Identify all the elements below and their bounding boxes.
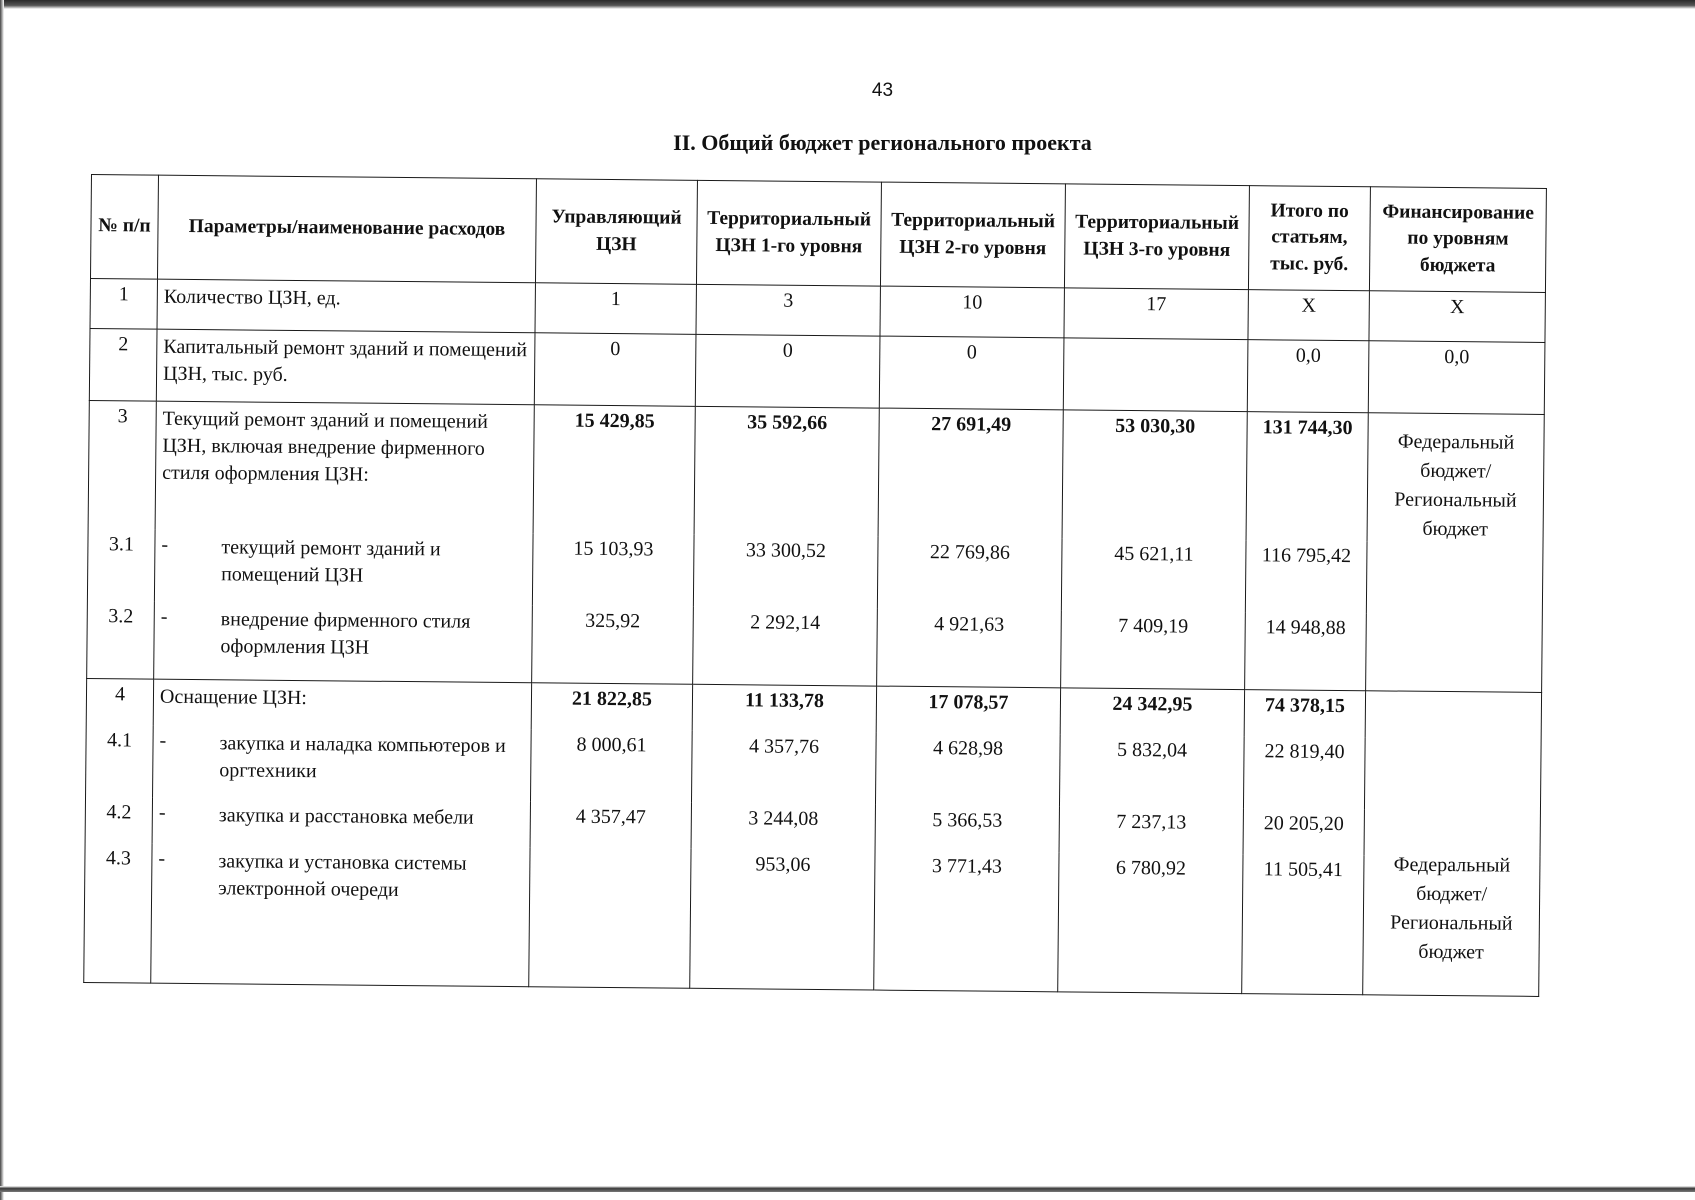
row-name-cell: [154, 529, 533, 605]
header-managing: Управляющий ЦЗН: [535, 179, 697, 285]
row-num: 4.2: [85, 796, 152, 843]
row-num: 3.2: [87, 600, 155, 679]
budget-table: [83, 174, 1547, 997]
cell-level1: 33 300,52: [693, 534, 878, 608]
cell-level3: 6 780,92: [1058, 852, 1243, 994]
table-row: [87, 528, 1543, 614]
subitem-dash: -: [158, 801, 166, 824]
cell-financing: 0,0: [1368, 341, 1545, 415]
table-row: [84, 842, 1540, 996]
table-row: [89, 328, 1545, 414]
cell-level1: 3: [696, 284, 880, 336]
cell-level1: 3 244,08: [691, 802, 875, 850]
cell-managing: [529, 847, 691, 989]
header-level2: Территориальный ЦЗН 2-го уровня: [880, 182, 1065, 288]
subitem-dash: -: [158, 847, 166, 870]
scan-edge-top: [0, 0, 1695, 9]
row-name-cell: [154, 601, 533, 683]
row-name: закупка и расстановка мебели: [218, 803, 474, 829]
header-row: [90, 175, 1546, 293]
cell-level1: 953,06: [690, 848, 875, 990]
row-name: внедрение фирменного стиля оформления ЦЗН: [220, 607, 471, 659]
cell-level3: 7 237,13: [1059, 806, 1243, 854]
row-name: закупка и установка системы электронной очереди: [218, 849, 467, 901]
header-name: Параметры/наименование расходов: [157, 175, 536, 283]
header-level3: Территориальный ЦЗН 3-го уровня: [1064, 184, 1249, 290]
header-num: № п/п: [90, 175, 158, 280]
subitem-dash: -: [159, 729, 167, 752]
subitem: [159, 729, 525, 787]
cell-level2: 27 691,49: [878, 408, 1063, 538]
subitem: [159, 801, 524, 832]
row-num: 3: [88, 400, 156, 529]
cell-level2: 4 628,98: [875, 732, 1060, 806]
cell-total: 131 744,30: [1246, 412, 1368, 541]
cell-managing: 21 822,85: [531, 683, 692, 731]
row-name: Количество ЦЗН, ед.: [157, 279, 535, 333]
cell-level2: 5 366,53: [875, 804, 1059, 852]
cell-total: 11 505,41: [1242, 854, 1364, 995]
cell-managing: 15 429,85: [533, 405, 695, 535]
row-name-cell: [153, 725, 532, 801]
scan-edge-left: [0, 0, 4, 1200]
cell-level2: 10: [880, 286, 1064, 338]
cell-level2: 4 921,63: [877, 608, 1062, 688]
cell-total: 14 948,88: [1245, 612, 1367, 691]
cell-level2: 0: [879, 336, 1064, 410]
subitem: [160, 605, 526, 663]
row-name-cell: [151, 843, 530, 987]
cell-managing: 1: [535, 283, 696, 335]
row-num: 1: [90, 279, 157, 330]
cell-level1: 0: [695, 334, 880, 408]
cell-level1: 4 357,76: [691, 730, 876, 804]
cell-financing: Федеральный бюджет/ Региональный бюджет: [1366, 413, 1545, 693]
row-num: 4: [86, 678, 153, 725]
cell-managing: 4 357,47: [530, 801, 691, 849]
table-row: [88, 400, 1544, 542]
row-num: 3.1: [87, 528, 155, 601]
subitem: [161, 533, 527, 591]
cell-level1: 2 292,14: [693, 606, 878, 686]
cell-level1: 11 133,78: [692, 684, 876, 732]
cell-managing: 325,92: [532, 605, 694, 685]
row-name: текущий ремонт зданий и помещений ЦЗН: [221, 535, 441, 587]
cell-managing: 0: [534, 333, 696, 407]
table-row: [87, 600, 1543, 692]
row-name: Капитальный ремонт зданий и помещений ЦЗН, тыс. руб.: [156, 329, 535, 405]
cell-total: 0,0: [1247, 340, 1369, 413]
cell-managing: 15 103,93: [532, 533, 694, 607]
table-row: [86, 724, 1542, 810]
cell-level3: 24 342,95: [1060, 688, 1244, 736]
cell-level3: 5 832,04: [1059, 734, 1244, 808]
cell-level3: 45 621,11: [1061, 538, 1246, 612]
row-name: Текущий ремонт зданий и помещений ЦЗН, включая внедрение фирменного стиля оформления ЦЗН:: [155, 401, 534, 533]
cell-total: 74 378,15: [1244, 690, 1365, 737]
cell-level1: 35 592,66: [694, 406, 879, 536]
cell-total: 22 819,40: [1243, 736, 1365, 809]
subitem-dash: -: [161, 533, 169, 556]
subitem: [158, 847, 524, 905]
header-level1: Территориальный ЦЗН 1-го уровня: [696, 180, 881, 286]
cell-level2: 22 769,86: [877, 536, 1062, 610]
page-title: II. Общий бюджет регионального проекта: [673, 130, 1092, 155]
row-name: Оснащение ЦЗН:: [153, 679, 531, 729]
cell-financing: Федеральный бюджет/ Региональный бюджет: [1363, 691, 1542, 997]
row-num: 2: [89, 328, 157, 401]
cell-total: 116 795,42: [1245, 540, 1367, 613]
cell-managing: 8 000,61: [531, 729, 693, 803]
row-name: закупка и наладка компьютеров и оргтехники: [219, 731, 506, 782]
cell-level2: 3 771,43: [874, 850, 1059, 992]
row-num: 4.3: [84, 842, 152, 983]
cell-level3: [1063, 338, 1248, 412]
cell-level3: 7 409,19: [1061, 610, 1246, 690]
cell-level2: 17 078,57: [876, 686, 1060, 734]
cell-level3: 53 030,30: [1062, 410, 1247, 540]
page-number: 43: [871, 80, 894, 101]
header-financing: Финансирование по уровням бюджета: [1369, 187, 1546, 293]
cell-financing: Х: [1369, 291, 1545, 343]
cell-total: 20 205,20: [1243, 808, 1364, 855]
row-num: 4.1: [86, 724, 154, 797]
row-name-cell: [152, 797, 530, 847]
subitem-dash: -: [160, 605, 168, 628]
cell-total: Х: [1248, 290, 1369, 341]
scan-edge-bottom: [0, 1186, 1695, 1192]
header-total: Итого по статьям, тыс. руб.: [1248, 186, 1370, 291]
cell-level3: 17: [1064, 288, 1248, 340]
